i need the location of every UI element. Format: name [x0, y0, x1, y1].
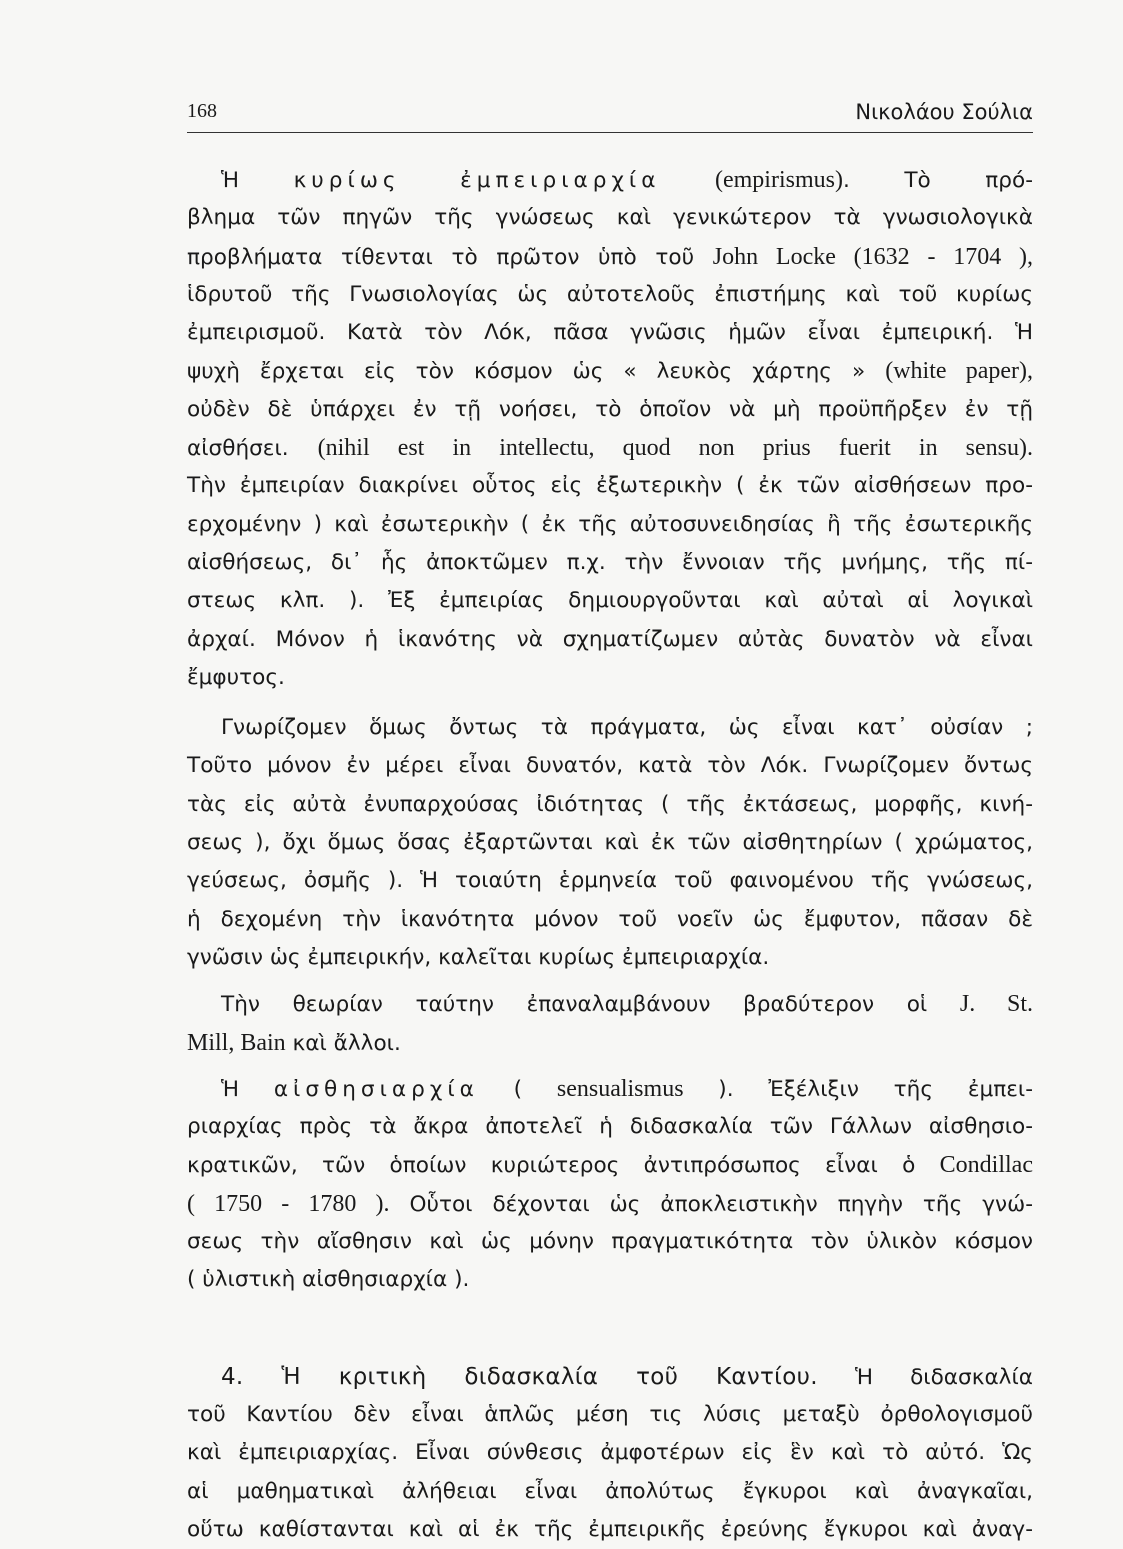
text-run: καὶ ἄλλοι. [285, 1030, 401, 1056]
text-run: γνῶσιν ὡς ἐμπειρικήν, καλεῖται κυρίως ἐμπειριαρχία. [187, 944, 770, 970]
text-run: Ἡ [221, 1076, 274, 1102]
text-run: Τὴν ἐμπειρίαν διακρίνει οὗτος εἰς ἐξωτερικὴν ( ἐκ τῶν αἰσθήσεων προ- [187, 473, 1033, 499]
text-run: καὶ ἐμπειριαρχίας. Εἶναι σύνθεσις ἀμφοτέρων εἰς ἓν καὶ τὸ αὐτό. Ὡς [187, 1440, 1033, 1466]
text-line [187, 314, 1033, 352]
text-run: στεως κλπ. ). Ἐξ ἐμπειρίας δημιουργοῦνται καὶ αὐταὶ αἱ λογικαὶ [187, 588, 1033, 614]
text-run: ). Ἐξέλιξιν τῆς ἐμπει- [683, 1076, 1033, 1102]
paragraph [187, 161, 1033, 697]
text-line [187, 238, 1033, 276]
paragraph [187, 1070, 1033, 1300]
text-run: βλημα τῶν πηγῶν τῆς γνώσεως καὶ γενικώτερον τὰ γνωσιολογικὰ [187, 205, 1033, 231]
text-line [187, 1511, 1033, 1549]
paragraph [187, 1358, 1033, 1549]
text-line [187, 1146, 1033, 1184]
text-run: αἱ μαθηματικαὶ ἀλήθειαι εἶναι ἀπολύτως ἔγκυροι καὶ ἀναγκαῖαι, [187, 1478, 1033, 1504]
section-heading: 4. Ἡ κριτικὴ διδασκαλία τοῦ Καντίου. [221, 1363, 818, 1390]
text-run: ἐμπειρισμοῦ. Κατὰ τὸν Λόκ, πᾶσα γνῶσις ἡμῶν εἶναι ἐμπειρική. Ἡ [187, 320, 1033, 346]
text-line [187, 199, 1033, 237]
text-line [187, 506, 1033, 544]
text-run: ἱδρυτοῦ τῆς Γνωσιολογίας ὡς αὐτοτελοῦς ἐπιστήμης καὶ τοῦ κυρίως [187, 281, 1033, 307]
text-run: ψυχὴ ἔρχεται εἰς τὸν κόσμον ὡς « λευκὸς χάρτης » [187, 359, 886, 385]
text-run: . Τὸ πρό- [842, 168, 1033, 193]
text-run: Οὗτοι δέχονται ὡς ἀποκλειστικὴν πηγὴν τῆς γνώ- [389, 1191, 1033, 1217]
text-run: ἡ δεχομένη τὴν ἱκανότητα μόνον τοῦ νοεῖν ὡς ἔμφυτον, πᾶσαν δὲ [187, 906, 1033, 932]
text-run: ἔμφυτος. [187, 664, 285, 690]
text-line [187, 659, 1033, 697]
text-run: ( [478, 1076, 557, 1102]
text-run: κρατικῶν, τῶν ὁποίων κυριώτερος ἀντιπρόσωπος εἶναι ὁ [187, 1153, 940, 1179]
text-run: Ἡ [221, 168, 294, 193]
text-line [187, 901, 1033, 939]
text-run: Τοῦτο μόνον ἐν μέρει εἶναι δυνατόν, κατὰ τὸν Λόκ. Γνωρίζομεν ὄντως [187, 753, 1033, 779]
text-run: Mill, Bain [187, 1029, 286, 1056]
text-run: Γνωρίζομεν ὅμως ὄντως τὰ πράγματα, ὡς εἶναι κατ᾽ οὐσίαν ; [221, 715, 1033, 741]
body-text [187, 161, 1033, 1549]
text-line [187, 939, 1033, 977]
text-run: John Locke (1632 - 1704 ), [712, 243, 1034, 270]
text-run: Τὴν θεωρίαν ταύτην ἐπαναλαμβάνουν βραδύτερον οἱ [221, 992, 960, 1018]
text-line [187, 1261, 1033, 1299]
text-run: ἀρχαί. Μόνον ἡ ἱκανότης νὰ σχηματίζωμεν αὐτὰς δυνατὸν νὰ εἶναι [187, 626, 1033, 652]
text-run: (empirismus) [714, 167, 843, 193]
running-head: Νικολάου Σούλια [855, 100, 1033, 124]
text-run: sensualismus [556, 1075, 684, 1102]
text-run: αἰσθησιαρχία [273, 1076, 479, 1102]
text-run: ( 1750 - 1780 ). [187, 1190, 390, 1217]
text-run: προβλήματα τίθενται τὸ πρῶτον ὑπὸ τοῦ [187, 244, 713, 270]
text-line [187, 582, 1033, 620]
text-run: σεως ), ὄχι ὅμως ὅσας ἐξαρτῶνται καὶ ἐκ τῶν αἰσθητηρίων ( χρώματος, [187, 830, 1033, 856]
text-line [187, 1473, 1033, 1511]
text-run: ριαρχίας πρὸς τὰ ἄκρα ἀποτελεῖ ἡ διδασκαλία τῶν Γάλλων αἰσθησιο- [187, 1114, 1033, 1140]
text-line [187, 429, 1033, 467]
text-line [187, 1185, 1033, 1223]
text-line [187, 621, 1033, 659]
text-run: J. St. [959, 991, 1033, 1018]
text-run: αἰσθήσεως, δι᾽ ἧς ἀποκτῶμεν π.χ. τὴν ἔννοιαν τῆς μνήμης, τῆς πί- [187, 549, 1033, 575]
text-run: γεύσεως, ὀσμῆς ). Ἡ τοιαύτη ἑρμηνεία τοῦ φαινομένου τῆς γνώσεως, [187, 868, 1033, 894]
text-line [187, 1070, 1033, 1108]
text-line [187, 467, 1033, 505]
text-line [187, 1024, 1033, 1062]
text-line [187, 1108, 1033, 1146]
text-line [187, 1358, 1033, 1396]
text-line [187, 1223, 1033, 1261]
text-run: Ἡ διδασκαλία [817, 1364, 1034, 1390]
text-line [187, 544, 1033, 582]
text-line [187, 391, 1033, 429]
paragraph [187, 709, 1033, 977]
text-line [187, 862, 1033, 900]
text-run: Condillac [939, 1152, 1033, 1179]
text-line [187, 824, 1033, 862]
text-run: ερχομένην ) καὶ ἐσωτερικὴν ( ἐκ τῆς αὐτοσυνειδησίας ἢ τῆς ἐσωτερικῆς [187, 511, 1033, 537]
text-line [187, 161, 1033, 199]
text-line [187, 352, 1033, 390]
text-run: ( ὑλιστικὴ αἰσθησιαρχία ). [187, 1267, 470, 1293]
text-line [187, 709, 1033, 747]
text-run: τοῦ Καντίου δὲν εἶναι ἁπλῶς μέση τις λύσις μεταξὺ ὀρθολογισμοῦ [187, 1401, 1033, 1427]
text-line [187, 1396, 1033, 1434]
text-run: (nihil est in intellectu, quod non prius fuerit in sensu). [317, 435, 1033, 462]
text-run [660, 168, 715, 193]
text-run: οὐδὲν δὲ ὑπάρχει ἐν τῇ νοήσει, τὸ ὁποῖον νὰ μὴ προϋπῆρξεν ἐν τῇ [187, 396, 1033, 422]
text-run: αἰσθήσει. [187, 436, 318, 462]
text-run: οὕτω καθίστανται καὶ αἱ ἐκ τῆς ἐμπειρικῆς ἐρεύνης ἔγκυροι καὶ ἀναγ- [187, 1516, 1033, 1542]
text-line [187, 747, 1033, 785]
text-line [187, 1434, 1033, 1472]
page-number: 168 [187, 100, 217, 122]
text-line [187, 276, 1033, 314]
text-run: κυρίως ἐμπειριαρχία [293, 168, 661, 193]
page-header [187, 98, 1033, 133]
text-line [187, 786, 1033, 824]
text-run: σεως τὴν αἴσθησιν καὶ ὡς μόνην πραγματικότητα τὸν ὑλικὸν κόσμον [187, 1229, 1033, 1255]
paragraph [187, 985, 1033, 1062]
text-run: (white paper), [885, 358, 1033, 385]
text-line [187, 985, 1033, 1023]
text-run: τὰς εἰς αὐτὰ ἐνυπαρχούσας ἰδιότητας ( τῆς ἐκτάσεως, μορφῆς, κινή- [187, 791, 1033, 817]
